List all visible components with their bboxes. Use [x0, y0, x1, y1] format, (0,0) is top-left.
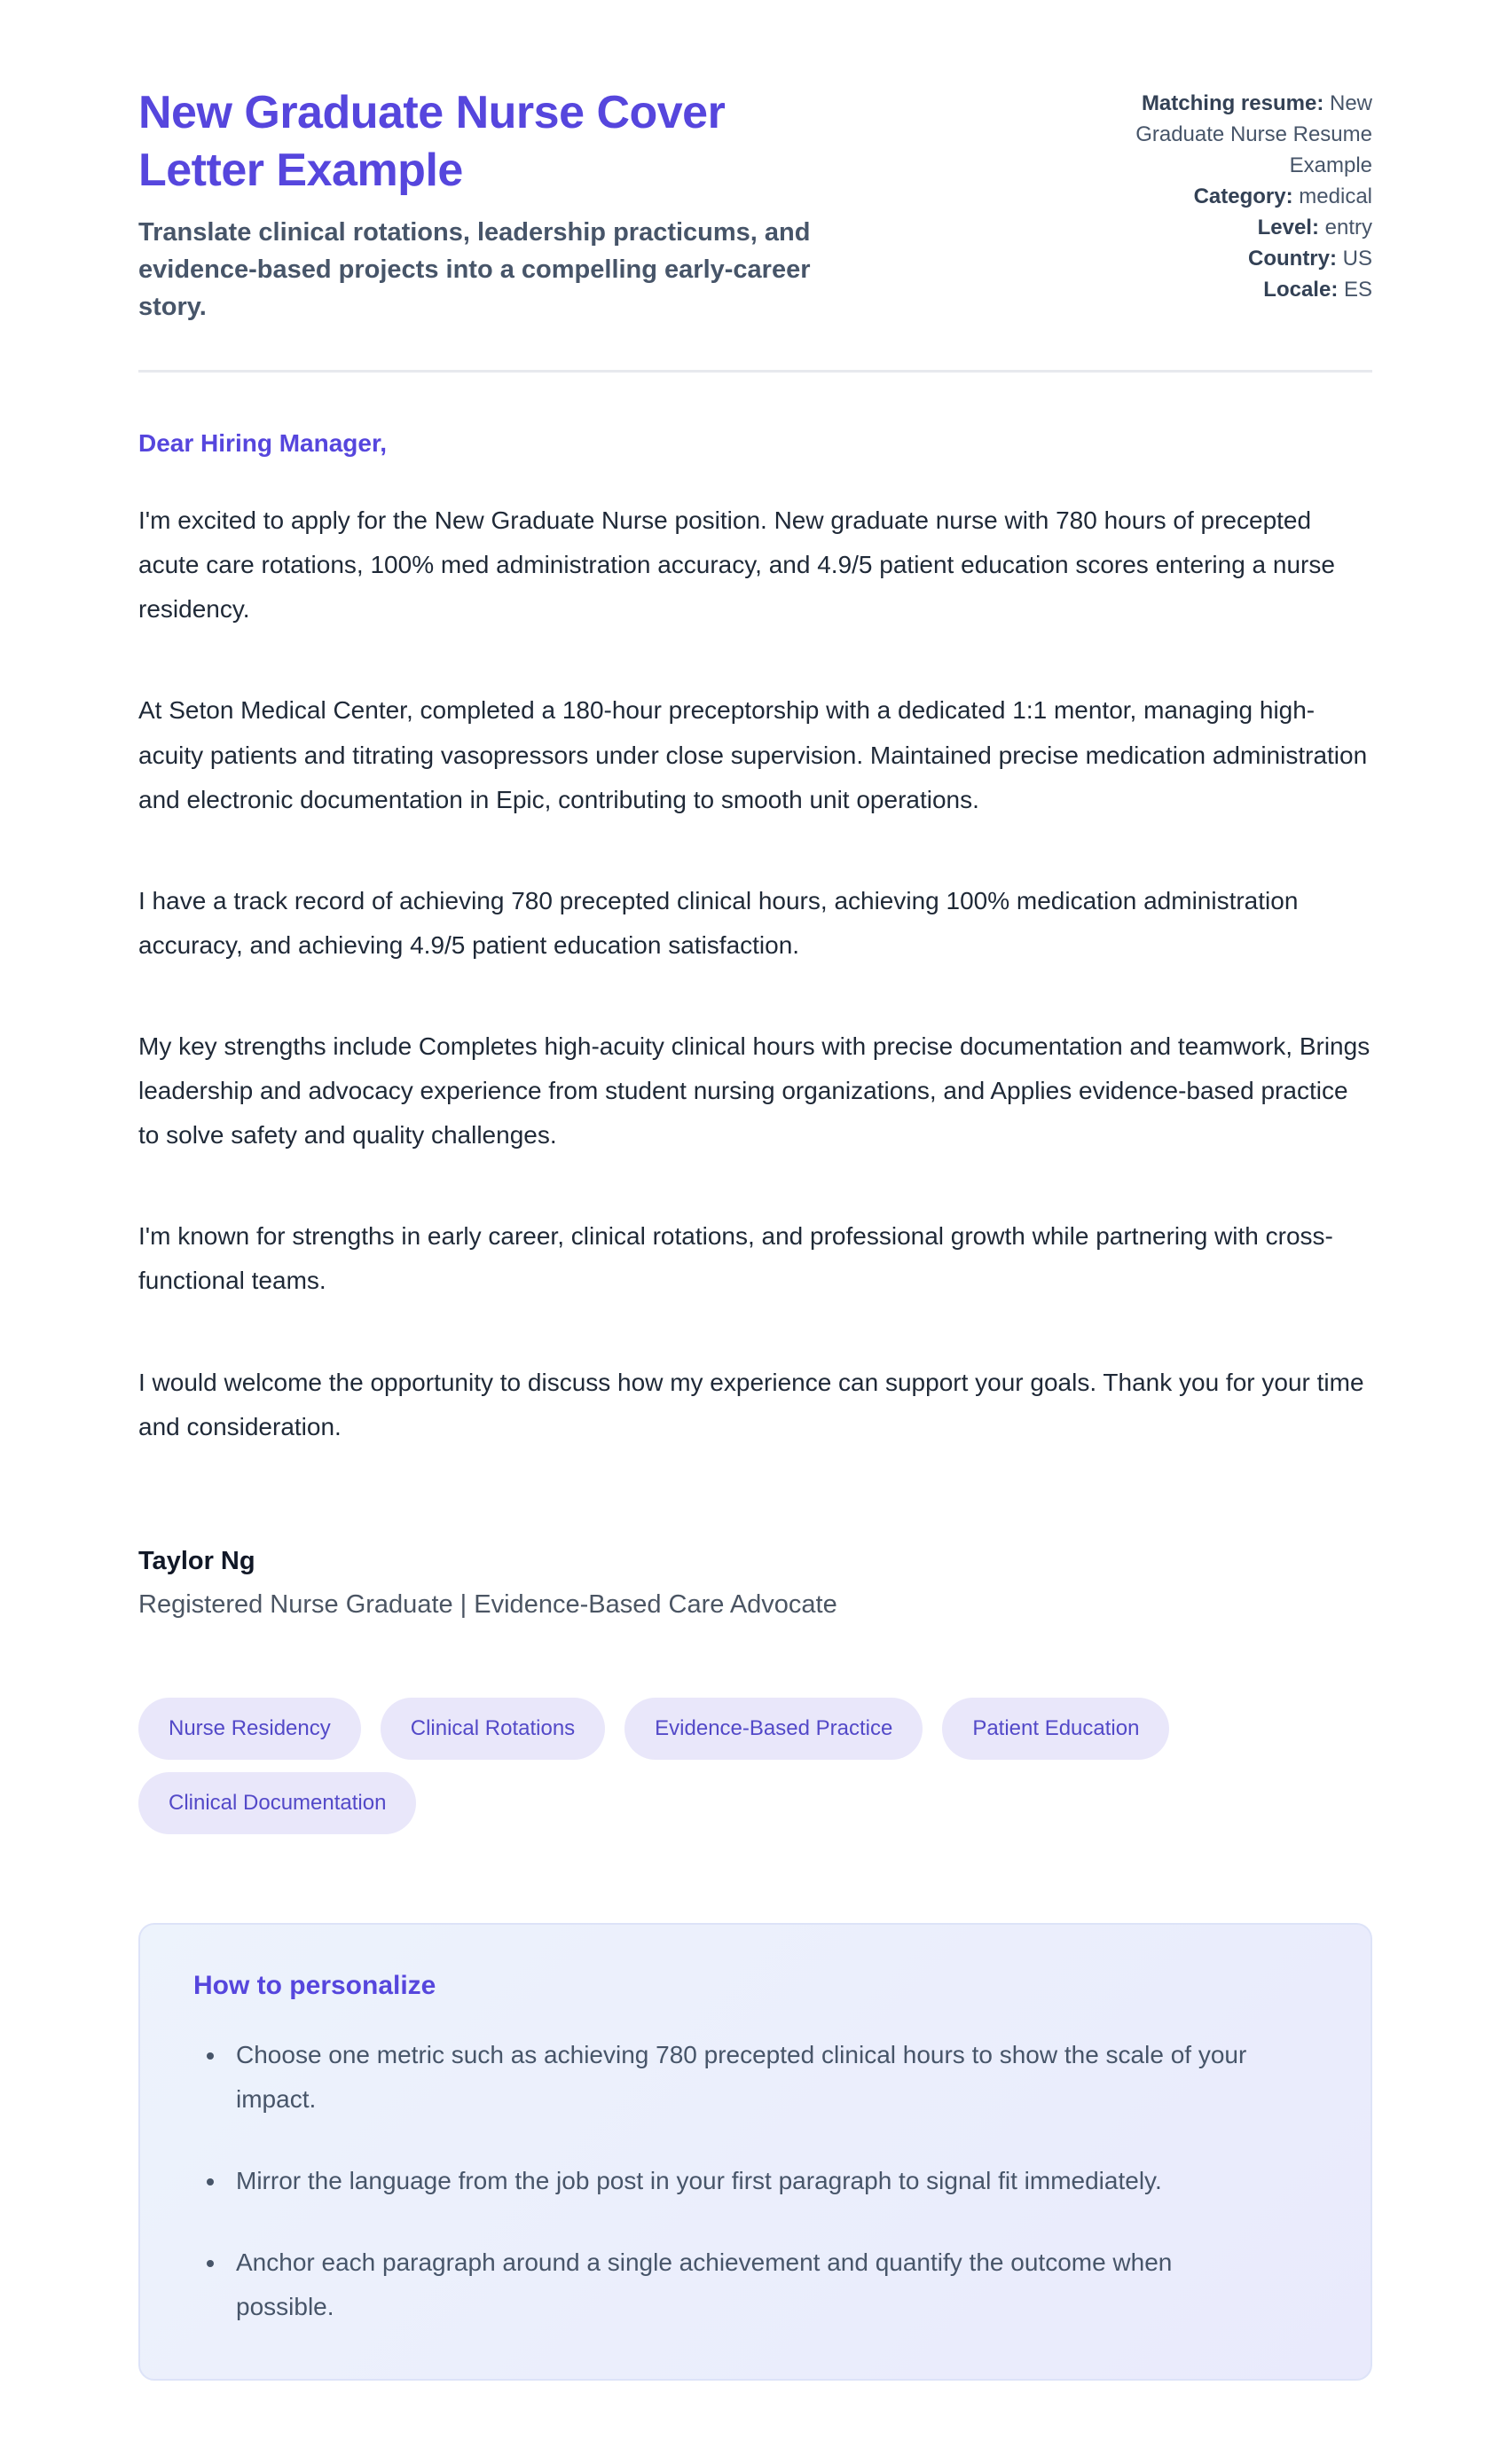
letter-paragraph: I'm excited to apply for the New Graduate Nurse position. New graduate nurse with 780 hours of precepted acute care rotations, 100% med administration accuracy, and 4.9/5 patient education scores entering a nurse residency.	[138, 506, 1335, 624]
meta-country-value: US	[1342, 247, 1372, 271]
page-subtitle: Translate clinical rotations, leadership practicums, and evidence-based projects into a compelling early-career story.	[138, 218, 811, 322]
meta-level-value: entry	[1324, 216, 1372, 240]
personalize-tip: • Choose one metric such as achieving 780 precepted clinical hours to show the scale of your impact.	[227, 2033, 1274, 2122]
meta-category-value: medical	[1299, 184, 1372, 209]
personalize-callout	[138, 1923, 1372, 2382]
meta-locale	[1104, 274, 1372, 305]
personalize-tip: • Anchor each paragraph around a single achievement and quantify the outcome when possible.	[227, 2240, 1274, 2329]
letter-paragraph: My key strengths include Completes high-acuity clinical hours with precise documentation and teamwork, Brings leadership and advocacy experience from student nursing organizations, and Applies evidence-based practice to solve safety and quality challenges.	[138, 1032, 1371, 1150]
personalize-tip: • Mirror the language from the job post in your first paragraph to signal fit immediately.	[227, 2159, 1274, 2203]
meta-category	[1104, 181, 1372, 212]
meta-matching-resume-value: New Graduate Nurse Resume Example	[1135, 91, 1372, 178]
personalize-title: How to personalize	[193, 1970, 436, 2000]
letter-paragraph: I have a track record of achieving 780 precepted clinical hours, achieving 100% medication administration accuracy, and achieving 4.9/5 patient education satisfaction.	[138, 886, 1299, 959]
meta-matching-resume	[1104, 88, 1372, 181]
tag-evidence-based-practice[interactable]: Evidence-Based Practice	[624, 1698, 923, 1760]
personalize-tip-list	[193, 2033, 1317, 2330]
letter-paragraph: At Seton Medical Center, completed a 180-hour preceptorship with a dedicated 1:1 mentor, managing high-acuity patients and titrating vasopressors under close supervision. Maintained precise medication administration and electronic documentation in Epic, contributing to smooth unit operations.	[138, 696, 1368, 813]
meta-category-label: Category:	[1193, 184, 1293, 209]
meta-locale-label: Locale:	[1263, 278, 1339, 302]
meta-panel	[1104, 84, 1372, 305]
letter-greeting: Dear Hiring Manager,	[138, 429, 388, 458]
tag-clinical-documentation[interactable]: Clinical Documentation	[138, 1772, 416, 1834]
meta-level-label: Level:	[1257, 216, 1319, 240]
header-title-block	[138, 84, 848, 326]
letter-paragraph: I would welcome the opportunity to discuss how my experience can support your goals. Thank you for your time and consideration.	[138, 1368, 1364, 1440]
letter-paragraph: I'm known for strengths in early career, clinical rotations, and professional growth while partnering with cross-functional teams.	[138, 1222, 1333, 1295]
meta-matching-resume-label: Matching resume:	[1141, 91, 1324, 115]
signature-name: Taylor Ng	[138, 1546, 255, 1575]
page-title: New Graduate Nurse Cover Letter Example	[138, 87, 726, 196]
page-header	[138, 84, 1372, 373]
tag-nurse-residency[interactable]: Nurse Residency	[138, 1698, 361, 1760]
meta-country-label: Country:	[1248, 247, 1337, 271]
signature-role: Registered Nurse Graduate | Evidence-Based Care Advocate	[138, 1589, 837, 1619]
meta-level	[1104, 212, 1372, 243]
tag-list	[138, 1698, 1372, 1834]
tag-patient-education[interactable]: Patient Education	[942, 1698, 1169, 1760]
meta-locale-value: ES	[1343, 278, 1372, 302]
meta-country	[1104, 243, 1372, 274]
tag-clinical-rotations[interactable]: Clinical Rotations	[381, 1698, 605, 1760]
